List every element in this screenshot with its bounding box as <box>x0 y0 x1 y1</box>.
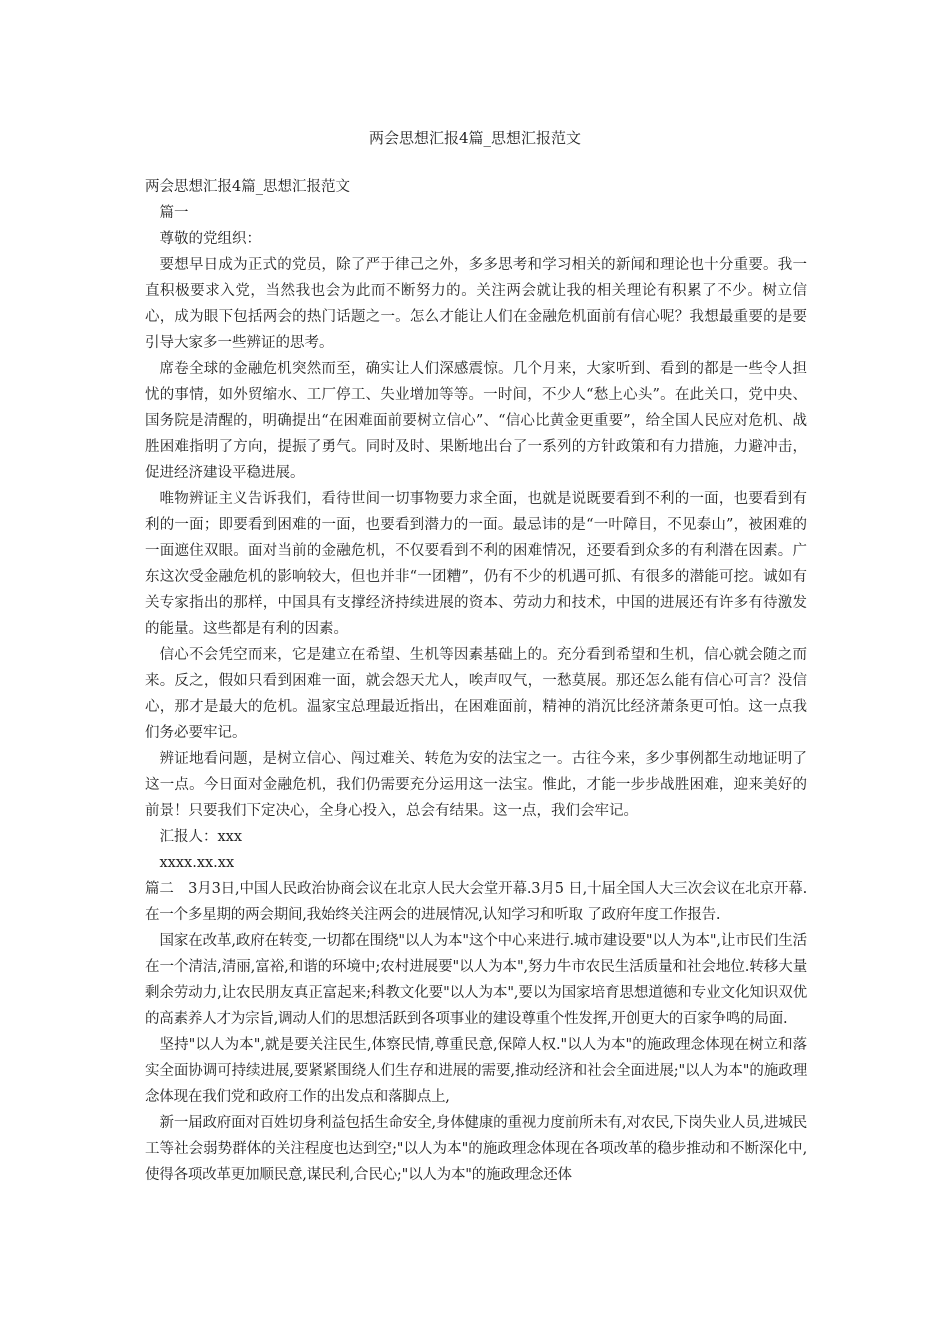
document-paragraph: 辨证地看问题，是树立信心、闯过难关、转危为安的法宝之一。古往今来，多少事例都生动地证明了这一点。今日面对金融危机，我们仍需要充分运用这一法宝。惟此，才能一步步战胜困难，迎来美好的前景！只要我们下定决心，全身心投入，总会有结果。这一点，我们会牢记。 <box>145 751 807 819</box>
document-paragraph: 席卷全球的金融危机突然而至，确实让人们深感震惊。几个月来，大家听到、看到的都是一些令人担忧的事情，如外贸缩水、工厂停工、失业增加等等。一时间，不少人“愁上心头”。在此关口，党中央、国务院是清醒的，明确提出“在困难面前要树立信心”、“信心比黄金更重要”，给全国人民应对危机、战胜困难指明了方向，提振了勇气。同时及时、果断地出台了一系列的方针政策和有力措施，力避冲击，促进经济建设平稳进展。 <box>145 361 807 481</box>
document-body <box>145 174 807 1188</box>
document-paragraph: 篇二 3月3日,中国人民政治协商会议在北京人民大会堂开幕.3月5 日,十届全国人大三次会议在北京开幕.在一个多星期的两会期间,我始终关注两会的进展情况,认知学习和听取 了政府年度工作报告. <box>145 881 807 923</box>
document-paragraph: xxxx.xx.xx <box>159 855 235 871</box>
document-title: 两会思想汇报4篇_思想汇报范文 <box>368 129 582 147</box>
document-paragraph: 坚持"以人为本",就是要关注民生,体察民情,尊重民意,保障人权."以人为本"的施政理念体现在树立和落实全面协调可持续进展,要紧紧围绕人们生存和进展的需要,推动经济和社会全面进展;"以人为本"的施政理念体现在我们党和政府工作的出发点和落脚点上, <box>145 1037 807 1105</box>
document-paragraph: 国家在改革,政府在转变,一切都在围绕"以人为本"这个中心来进行.城市建设要"以人为本",让市民们生活在一个清洁,清丽,富裕,和谐的环境中;农村进展要"以人为本",努力牛市农民生活质量和社会地位.转移大量剩余劳动力,让农民朋友真正富起来;科教文化要"以人为本",要以为国家培育思想道德和专业文化知识双优的高素养人才为宗旨,调动人们的思想活跃到各项事业的建设尊重个性发挥,开创更大的百家争鸣的局面. <box>145 933 807 1027</box>
document-paragraph: 篇一 <box>159 205 189 221</box>
document-paragraph: 新一届政府面对百姓切身利益包括生命安全,身体健康的重视力度前所未有,对农民,下岗失业人员,进城民工等社会弱势群体的关注程度也达到空;"以人为本"的施政理念体现在各项改革的稳步推动和不断深化中,使得各项改革更加顺民意,谋民利,合民心;"以人为本"的施政理念还体 <box>145 1115 807 1183</box>
document-paragraph: 信心不会凭空而来，它是建立在希望、生机等因素基础上的。充分看到希望和生机，信心就会随之而来。反之，假如只看到困难一面，就会怨天尤人，唉声叹气，一愁莫展。那还怎么能有信心可言？没信心，那才是最大的危机。温家宝总理最近指出，在困难面前，精神的消沉比经济萧条更可怕。这一点我们务必要牢记。 <box>145 647 807 741</box>
document-paragraph: 两会思想汇报4篇_思想汇报范文 <box>145 179 350 195</box>
document-paragraph: 要想早日成为正式的党员，除了严于律己之外，多多思考和学习相关的新闻和理论也十分重要。我一直积极要求入党，当然我也会为此而不断努力的。关注两会就让我的相关理论有积累了不少。树立信心，成为眼下包括两会的热门话题之一。怎么才能让人们在金融危机面前有信心呢？我想最重要的是要引导大家多一些辨证的思考。 <box>145 257 807 351</box>
document-paragraph: 唯物辨证主义告诉我们，看待世间一切事物要力求全面，也就是说既要看到不利的一面，也要看到有利的一面；即要看到困难的一面，也要看到潜力的一面。最忌讳的是“一叶障目，不见泰山”，被困难的一面遮住双眼。面对当前的金融危机，不仅要看到不利的困难情况，还要看到众多的有利潜在因素。广东这次受金融危机的影响较大，但也并非“一团糟”，仍有不少的机遇可抓、有很多的潜能可挖。诚如有关专家指出的那样，中国具有支撑经济持续进展的资本、劳动力和技术，中国的进展还有许多有待激发的能量。这些都是有利的因素。 <box>145 491 807 637</box>
document-paragraph: 汇报人：xxx <box>159 829 243 845</box>
document-paragraph: 尊敬的党组织： <box>159 231 261 247</box>
